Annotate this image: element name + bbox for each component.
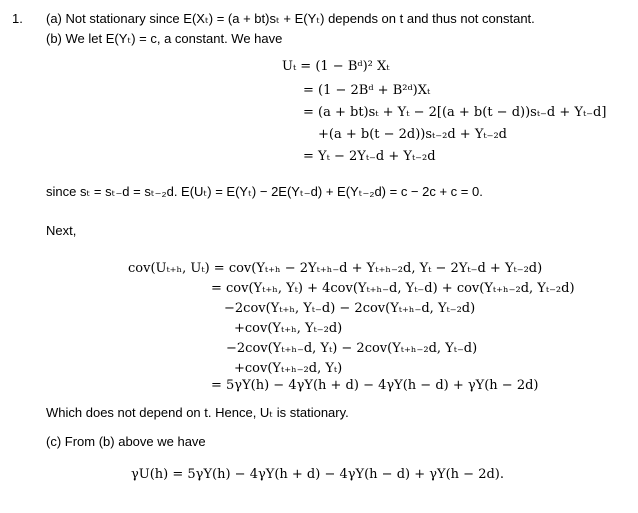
ut-line-5: = Yₜ − 2Yₜ₋d + Yₜ₋₂d [303,149,436,164]
since-line: since sₜ = sₜ₋d = sₜ₋₂d. E(Uₜ) = E(Yₜ) − 2E(Yₜ₋d) + E(Yₜ₋₂d) = c − 2c + c = 0. [46,184,483,199]
ut-line-3: = (a + bt)sₜ + Yₜ − 2[(a + b(t − d))sₜ₋d + Yₜ₋d] [303,105,607,120]
cov-line-5: −2cov(Yₜ₊ₕ₋d, Yₜ) − 2cov(Yₜ₊ₕ₋₂d, Yₜ₋d) [226,341,478,356]
next-label: Next, [46,223,77,238]
item-number: 1. [12,11,23,26]
cov-line-3: −2cov(Yₜ₊ₕ, Yₜ₋d) − 2cov(Yₜ₊ₕ₋d, Yₜ₋₂d) [224,301,476,316]
conclusion-text: Which does not depend on t. Hence, Uₜ is stationary. [46,405,349,420]
part-c-intro: (c) From (b) above we have [46,434,206,449]
ut-line-1: Uₜ = (1 − Bᵈ)² Xₜ [282,59,390,74]
final-equation: γU(h) = 5γY(h) − 4γY(h + d) − 4γY(h − d) + γY(h − 2d). [131,467,504,482]
cov-line-4: +cov(Yₜ₊ₕ, Yₜ₋₂d) [234,321,343,336]
part-b-intro: (b) We let E(Yₜ) = c, a constant. We have [46,31,283,46]
cov-line-6: +cov(Yₜ₊ₕ₋₂d, Yₜ) [234,361,343,376]
part-a-text: (a) Not stationary since E(Xₜ) = (a + bt)sₜ + E(Yₜ) depends on t and thus not constant. [46,11,535,26]
ut-line-4: +(a + b(t − 2d))sₜ₋₂d + Yₜ₋₂d [318,127,507,142]
cov-line-1: cov(Uₜ₊ₕ, Uₜ) = cov(Yₜ₊ₕ − 2Yₜ₊ₕ₋d + Yₜ₊ₕ₋₂d, Yₜ − 2Yₜ₋d + Yₜ₋₂d) [128,261,543,276]
cov-line-2: = cov(Yₜ₊ₕ, Yₜ) + 4cov(Yₜ₊ₕ₋d, Yₜ₋d) + cov(Yₜ₊ₕ₋₂d, Yₜ₋₂d) [211,281,575,296]
cov-line-7: = 5γY(h) − 4γY(h + d) − 4γY(h − d) + γY(h − 2d) [211,378,539,393]
ut-line-2: = (1 − 2Bᵈ + B²ᵈ)Xₜ [303,83,431,98]
